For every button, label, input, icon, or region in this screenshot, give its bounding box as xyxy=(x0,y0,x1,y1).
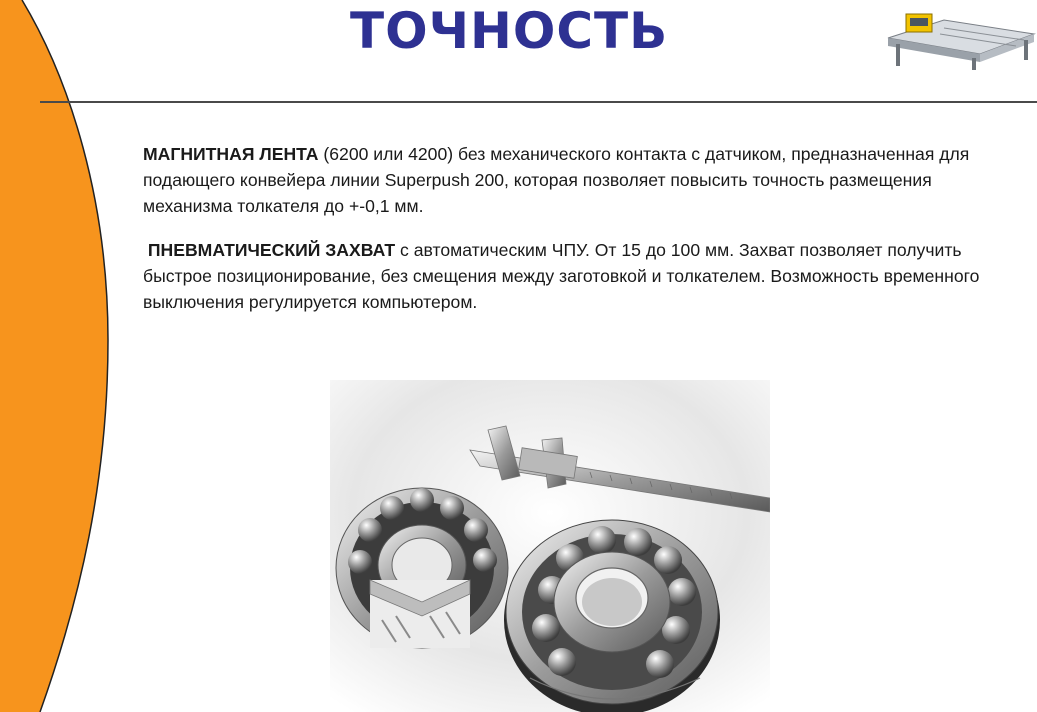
saw-machine-icon xyxy=(884,8,1037,72)
paragraph-heading: ПНЕВМАТИЧЕСКИЙ ЗАХВАТ xyxy=(147,240,396,260)
paragraph-pneumatic-gripper xyxy=(143,237,1023,315)
paragraph-body: (6200 или 4200) без механического контакта с датчиком, предназначенная для подающего конвейера линии Superpush 200, которая позволяет повысить точность размещения механизма толкателя до +-0,1 мм. xyxy=(143,144,970,216)
orange-side-band xyxy=(0,0,130,712)
title-divider xyxy=(40,101,1037,103)
bearings-caliper-photo xyxy=(330,380,770,712)
paragraph-magnetic-tape xyxy=(143,141,1023,219)
paragraph-body: с автоматическим ЧПУ. От 15 до 100 мм. Захват позволяет получить быстрое позиционирование, без смещения между заготовкой и толкателем. Возможность временного выключения регулируется компьютером. xyxy=(143,240,980,312)
paragraph-heading: МАГНИТНАЯ ЛЕНТА xyxy=(143,144,319,164)
page-title: ТОЧНОСТЬ xyxy=(350,2,669,60)
